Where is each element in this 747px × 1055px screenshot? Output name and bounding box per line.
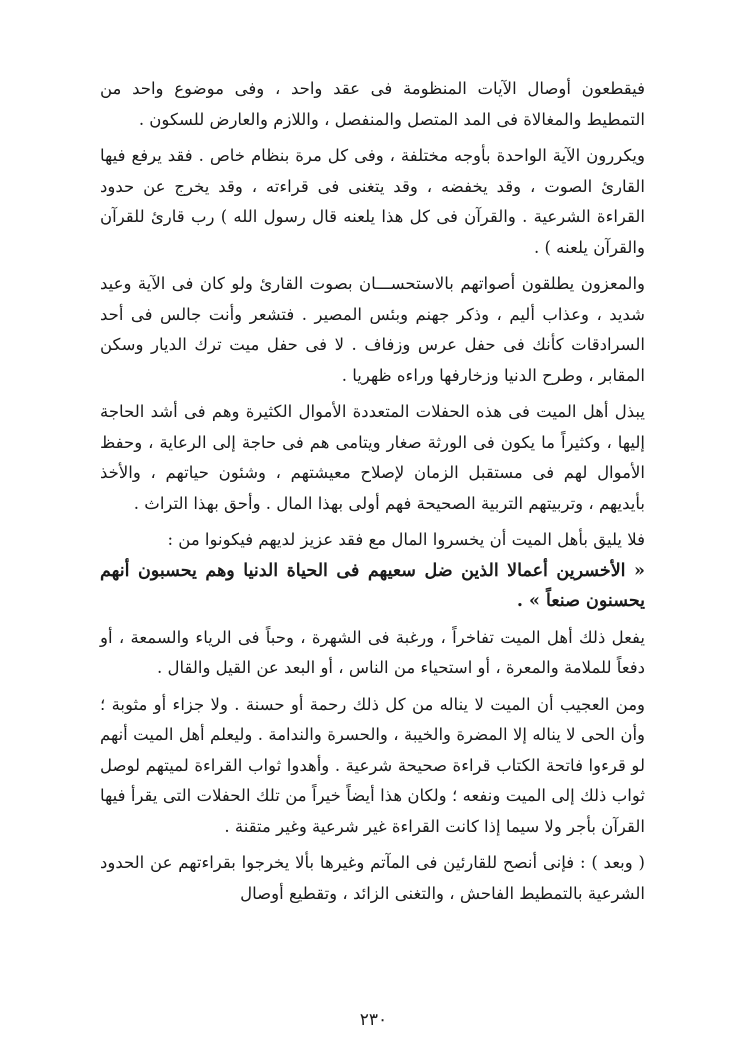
quran-quote: « الأخسرين أعمالا الذين ضل سعيهم فى الحياة الدنيا وهم يحسبون أنهم يحسنون صنعاً » .	[100, 560, 645, 611]
paragraph: والمعزون يطلقون أصواتهم بالاستحســـان بصوت القارئ ولو كان فى الآية وعيد شديد ، وعذاب أليم ، وذكر جهنم وبئس المصير . فتشعر وأنت جالس فى أحد السرادقات كأنك فى حفل عرس وزفاف . لا فى حفل ميت ترك الديار وسكن المقابر ، وطرح الدنيا وزخارفها وراءه ظهريا .	[100, 274, 645, 385]
paragraph: يبذل أهل الميت فى هذه الحفلات المتعددة الأموال الكثيرة وهم فى أشد الحاجة إليها ، وكثيراً ما يكون فى الورثة صغار ويتامى هم فى حاجة إلى الرعاية ، وحفظ الأموال لهم فى مستقبل الزمان لإصلاح معيشتهم ، وشئون حياتهم ، والأخذ بأيديهم ، وتربيتهم التربية الصحيحة فهم أولى بهذا المال . وأحق بهذا التراث .	[100, 402, 645, 513]
paragraph: يفعل ذلك أهل الميت تفاخراً ، ورغبة فى الشهرة ، وحباً فى الرياء والسمعة ، أو دفعاً للملامة والمعرة ، أو استحياء من الناس ، أو البعد عن القيل والقال .	[100, 627, 645, 677]
paragraph: ويكررون الآية الواحدة بأوجه مختلفة ، وفى كل مرة بنظام خاص . فقد يرفع فيها القارئ الصوت ، وقد يخفضه ، وقد يتغنى فى قراءته ، وقد يخرج عن حدود القراءة الشرعية . والقرآن فى كل هذا يلعنه قال رسول الله ) رب قارئ للقرآن والقرآن يلعنه ) .	[100, 146, 645, 257]
paragraph: ( وبعد ) : فإنى أنصح للقارئين فى المآتم وغيرها بألا يخرجوا بقراءتهم عن الحدود الشرعية بالتمطيط الفاحش ، والتغنى الزائد ، وتقطيع أوصال	[100, 853, 645, 903]
paragraph: فلا يليق بأهل الميت أن يخسروا المال مع فقد عزيز لديهم فيكونوا من :	[167, 530, 645, 549]
body-text	[100, 74, 645, 909]
page-number: ٢٣٠	[359, 1010, 388, 1030]
paragraph: ومن العجيب أن الميت لا يناله من كل ذلك رحمة أو حسنة . ولا جزاء أو مثوبة ؛ وأن الحى لا يناله إلا المضرة والخيبة ، والحسرة والندامة . وليعلم أهل الميت أنهم لو قرءوا فاتحة الكتاب قراءة صحيحة شرعية . وأهدوا ثواب القراءة لميتهم لوصل ثواب ذلك إلى الميت ونفعه ؛ ولكان هذا أيضاً خيراً من تلك الحفلات التى يقرأ فيها القرآن بأجر ولا سيما إذا كانت القراءة غير شرعية وغير متقنة .	[100, 694, 645, 836]
paragraph: فيقطعون أوصال الآيات المنظومة فى عقد واحد ، وفى موضوع واحد من التمطيط والمغالاة فى المد المتصل والمنفصل ، واللازم والعارض للسكون .	[100, 79, 645, 129]
